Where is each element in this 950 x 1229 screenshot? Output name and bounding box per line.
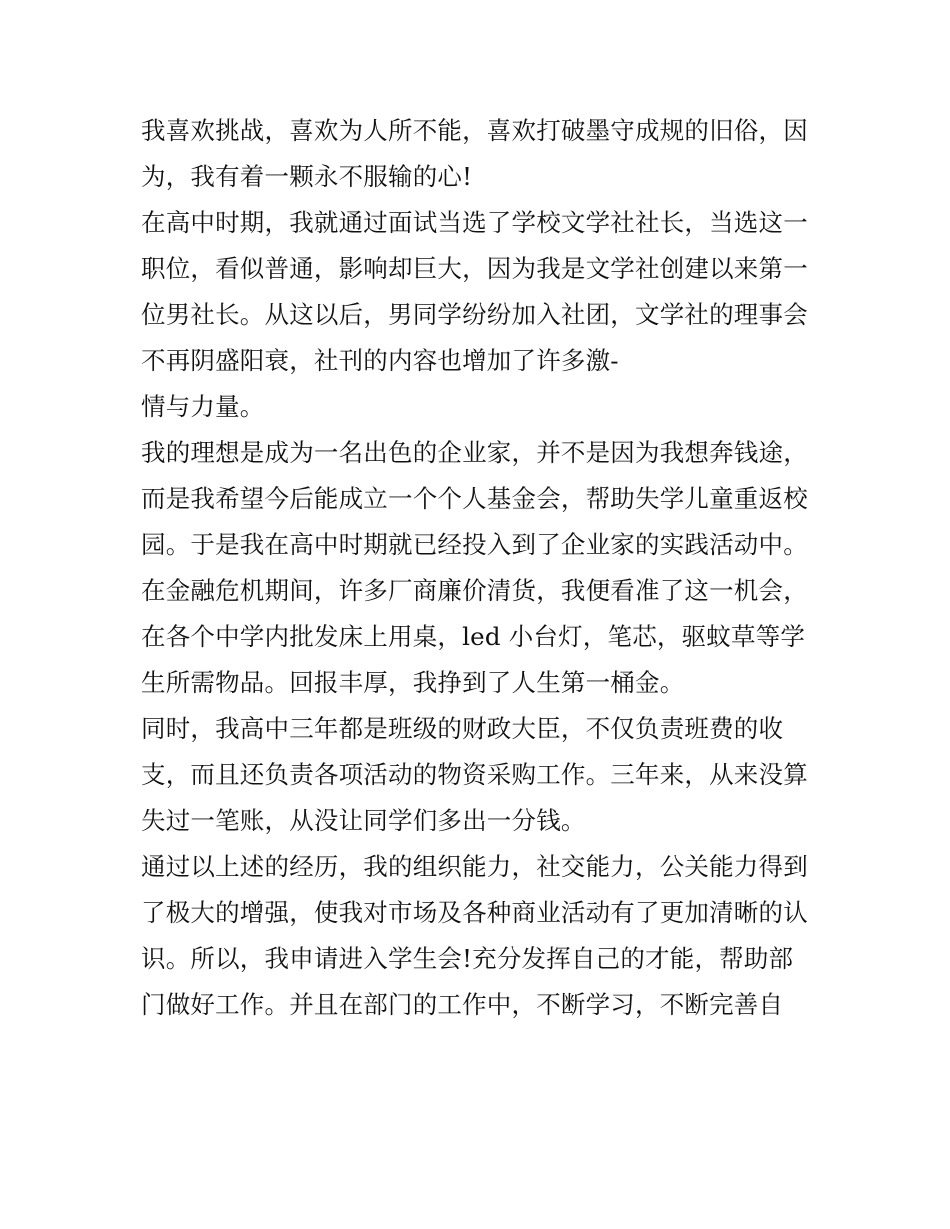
text-line-12: 在各个中学内批发床上用桌，led 小台灯，笔芯，驱蚊草等学 <box>141 622 806 651</box>
text-line-2: 为，我有着一颗永不服输的心! <box>141 162 473 191</box>
text-line-5: 位男社长。从这以后，男同学纷纷加入社团，文学社的理事会 <box>141 300 808 329</box>
text-line-4: 职位，看似普通，影响却巨大，因为我是文学社创建以来第一 <box>141 254 808 283</box>
text-line-10: 园。于是我在高中时期就已经投入到了企业家的实践活动中。 <box>141 530 808 559</box>
text-line-13: 生所需物品。回报丰厚，我挣到了人生第一桶金。 <box>141 668 685 697</box>
text-line-11: 在金融危机期间，许多厂商廉价清货，我便看准了这一机会， <box>141 576 808 605</box>
text-line-1: 我喜欢挑战，喜欢为人所不能，喜欢打破墨守成规的旧俗，因 <box>141 116 808 145</box>
text-line-18: 了极大的增强，使我对市场及各种商业活动有了更加清晰的认 <box>141 898 808 927</box>
text-line-9: 而是我希望今后能成立一个个人基金会，帮助失学儿童重返校 <box>141 484 808 513</box>
text-line-19: 识。所以，我申请进入学生会!充分发挥自己的才能，帮助部 <box>141 944 794 973</box>
text-line-8: 我的理想是成为一名出色的企业家，并不是因为我想奔钱途， <box>141 438 808 467</box>
text-line-6: 不再阴盛阳衰，社刊的内容也增加了许多激- <box>141 346 619 375</box>
text-line-16: 失过一笔账，从没让同学们多出一分钱。 <box>141 806 586 835</box>
text-line-20: 门做好工作。并且在部门的工作中，不断学习，不断完善自 <box>141 990 784 1019</box>
text-line-3: 在高中时期，我就通过面试当选了学校文学社社长，当选这一 <box>141 208 808 237</box>
text-line-7: 情与力量。 <box>141 392 265 421</box>
document-body <box>141 108 831 1028</box>
text-line-17: 通过以上述的经历，我的组织能力，社交能力，公关能力得到 <box>141 852 808 881</box>
text-line-15: 支，而且还负责各项活动的物资采购工作。三年来，从来没算 <box>141 760 808 789</box>
text-line-14: 同时，我高中三年都是班级的财政大臣，不仅负责班费的收 <box>141 714 784 743</box>
